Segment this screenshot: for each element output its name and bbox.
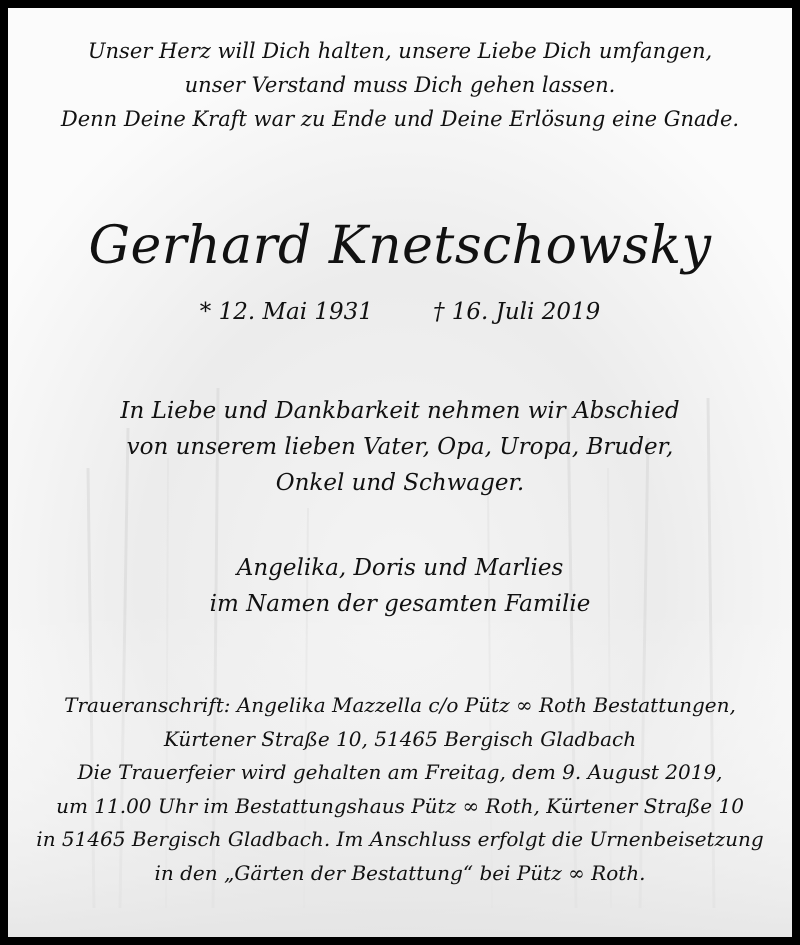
funeral-service-info [8, 756, 792, 890]
verse [8, 34, 792, 136]
mourners-line-1: Angelika, Doris und Marlies [236, 555, 564, 581]
farewell-text [8, 393, 792, 501]
birth-date: * 12. Mai 1931 [199, 299, 373, 325]
farewell-line-2: von unserem lieben Vater, Opa, Uropa, Bruder, [126, 434, 674, 460]
condolence-address [8, 688, 792, 756]
service-line-3: in 51465 Bergisch Gladbach. Im Anschluss erfolgt die Urnenbeisetzung [36, 827, 764, 851]
mourners [8, 550, 792, 622]
death-date: † 16. Juli 2019 [432, 299, 601, 325]
service-line-1: Die Trauerfeier wird gehalten am Freitag, dem 9. August 2019, [77, 760, 723, 784]
life-dates [8, 295, 792, 329]
verse-line-3: Denn Deine Kraft war zu Ende und Deine Erlösung eine Gnade. [60, 107, 740, 131]
service-line-4: in den „Gärten der Bestattung“ bei Pütz ∞ Roth. [154, 860, 646, 885]
deceased-name: Gerhard Knetschowsky [88, 216, 712, 276]
farewell-line-1: In Liebe und Dankbarkeit nehmen wir Abschied [120, 398, 680, 424]
farewell-line-3: Onkel und Schwager. [275, 470, 525, 496]
verse-line-1: Unser Herz will Dich halten, unsere Liebe Dich umfangen, [87, 39, 713, 63]
address-line-1: Traueranschrift: Angelika Mazzella c/o Pütz ∞ Roth Bestattungen, [64, 693, 736, 717]
address-line-2: Kürtener Straße 10, 51465 Bergisch Gladbach [163, 727, 637, 751]
service-line-2: um 11.00 Uhr im Bestattungshaus Pütz ∞ Roth, Kürtener Straße 10 [56, 793, 744, 818]
verse-line-2: unser Verstand muss Dich gehen lassen. [184, 73, 616, 97]
mourners-line-2: im Namen der gesamten Familie [209, 591, 591, 617]
